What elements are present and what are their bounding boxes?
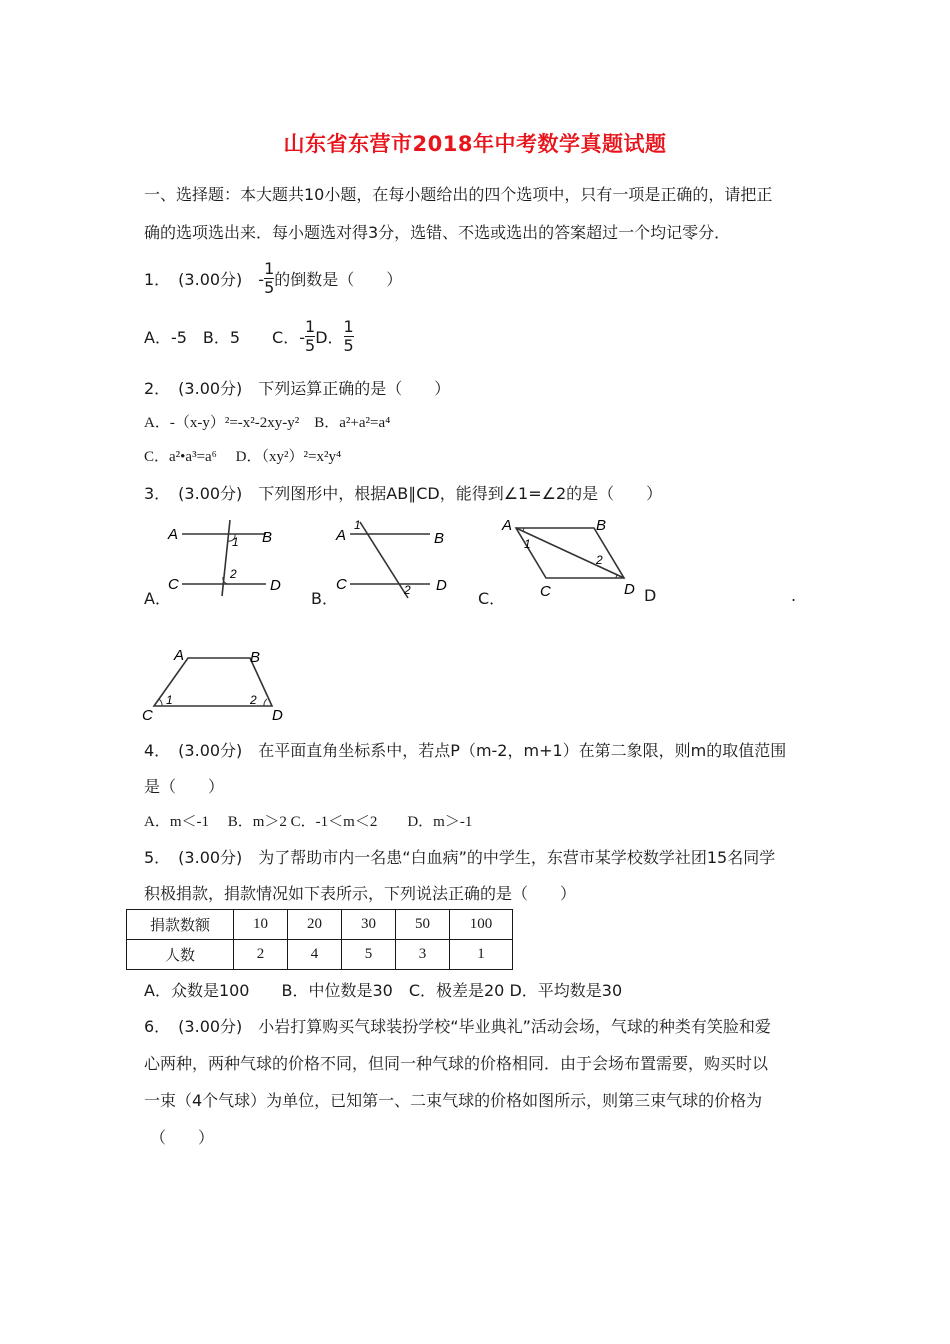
q3-figure-d	[140, 644, 300, 724]
q1-option-d-fraction	[344, 318, 354, 355]
q1-optd-num: 1	[343, 316, 354, 336]
q1-frac-num: 1	[264, 258, 275, 278]
section-intro-line2: 确的选项选出来．每小题选对得3分，选错、不选或选出的答案超过一个均记零分．	[144, 223, 731, 242]
figc-point-a: A	[502, 517, 513, 534]
figb-angle-1: 1	[354, 518, 361, 532]
q2-options-line1: A．-（x-y）²=-x²-2xy-y² B．a²+a²=a⁴	[144, 415, 391, 431]
question-2: 2． (3.00分) 下列运算正确的是（ ）	[144, 379, 451, 398]
figa-point-d: D	[270, 577, 281, 594]
table-cell: 5	[342, 940, 396, 970]
question-4-line2: 是（ ）	[144, 777, 225, 796]
figa-point-a: A	[168, 526, 179, 543]
figd-point-b: B	[250, 649, 261, 666]
donation-table	[126, 909, 513, 970]
question-3: 3． (3.00分) 下列图形中，根据AB∥CD，能得到∠1=∠2的是（ ）	[144, 484, 663, 503]
table-cell: 10	[234, 910, 288, 940]
q1-optc-num: 1	[305, 316, 316, 336]
q1-options	[144, 316, 354, 356]
question-5-line2: 积极捐款，捐款情况如下表所示，下列说法正确的是（ ）	[144, 884, 577, 903]
q3-figure-b	[330, 514, 460, 600]
question-6-line1: 6． (3.00分) 小岩打算购买气球装扮学校“毕业典礼”活动会场，气球的种类有笑脸和爱	[144, 1017, 771, 1036]
table-cell: 30	[342, 910, 396, 940]
question-6-line4: （ ）	[150, 1128, 215, 1147]
q3-trailing-dot: .	[791, 586, 797, 605]
question-1	[144, 258, 402, 298]
q3-figure-c	[498, 512, 648, 604]
q1-prefix: 1． (3.00分) -	[144, 269, 265, 289]
page-title: 山东省东营市2018年中考数学真题试题	[283, 132, 667, 156]
table-header-count: 人数	[127, 940, 234, 970]
question-6-line3: 一束（4个气球）为单位，已知第一、二束气球的价格如图所示，则第三束气球的价格为	[144, 1091, 763, 1110]
figd-point-d: D	[272, 707, 283, 724]
q3-label-a: A．	[144, 589, 171, 608]
q1-suffix: 的倒数是（ ）	[274, 269, 403, 289]
table-header-amount: 捐款数额	[127, 910, 234, 940]
figb-point-b: B	[434, 530, 445, 547]
q1-optc-den: 5	[305, 335, 316, 355]
figb-point-a: A	[336, 527, 347, 544]
figd-point-a: A	[174, 647, 185, 664]
table-row-amounts	[127, 910, 513, 940]
figa-point-b: B	[262, 529, 273, 546]
question-6-line2: 心两种，两种气球的价格不同，但同一种气球的价格相同．由于会场布置需要，购买时以	[144, 1054, 769, 1073]
q3-label-c: C．	[478, 589, 506, 608]
q1-frac-den: 5	[264, 277, 275, 297]
table-cell: 1	[450, 940, 513, 970]
q4-options: A．m＜-1 B．m＞2 C．-1＜m＜2 D．m＞-1	[144, 814, 473, 830]
q2-options-line2: C．a²•a³=a⁶ D．（xy²）²=x²y⁴	[144, 449, 342, 465]
figa-point-c: C	[168, 576, 179, 593]
figd-angle-2: 2	[250, 693, 257, 707]
q3-label-b: B．	[311, 589, 338, 608]
q1-option-d: D．	[315, 327, 344, 347]
q1-fraction	[264, 260, 274, 297]
figa-angle-1: 1	[232, 535, 239, 549]
table-cell: 2	[234, 940, 288, 970]
question-4-line1: 4． (3.00分) 在平面直角坐标系中，若点P（m-2，m+1）在第二象限，则m的取值范围	[144, 741, 787, 760]
q1-optd-den: 5	[343, 335, 354, 355]
figc-point-b: B	[596, 517, 607, 534]
table-cell: 50	[396, 910, 450, 940]
section-intro-line1: 一、选择题：本大题共10小题，在每小题给出的四个选项中，只有一项是正确的，请把正	[144, 185, 773, 204]
table-cell: 4	[288, 940, 342, 970]
q1-option-a-b-c: A．-5 B．5 C．-	[144, 327, 306, 347]
q3-label-d: D	[644, 586, 657, 605]
q1-option-c-fraction	[305, 318, 315, 355]
table-cell: 3	[396, 940, 450, 970]
question-5-line1: 5． (3.00分) 为了帮助市内一名患“白血病”的中学生，东营市某学校数学社团15名同学	[144, 848, 776, 867]
figb-point-c: C	[336, 576, 347, 593]
figc-angle-1: 1	[524, 537, 531, 551]
figc-angle-2: 2	[596, 553, 603, 567]
q3-figure-a	[160, 514, 300, 600]
figc-point-d: D	[624, 581, 635, 598]
figd-angle-1: 1	[166, 693, 173, 707]
q5-options: A．众数是100 B．中位数是30 C．极差是20 D．平均数是30	[144, 981, 623, 1000]
figc-point-c: C	[540, 583, 551, 600]
figb-angle-2: 2	[404, 583, 411, 597]
figb-point-d: D	[436, 577, 447, 594]
table-cell: 20	[288, 910, 342, 940]
table-row-counts	[127, 940, 513, 970]
figa-angle-2: 2	[230, 567, 237, 581]
table-cell: 100	[450, 910, 513, 940]
figd-point-c: C	[142, 707, 153, 724]
